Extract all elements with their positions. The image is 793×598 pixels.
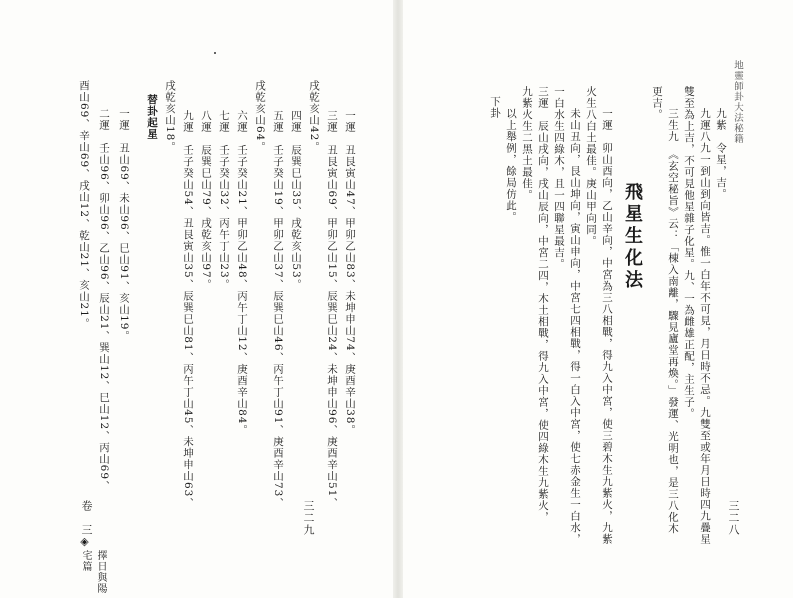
text-column: 雙至為上吉，不可見他星雜子化星。九、一為雌雄正配，主生子。 <box>683 86 695 420</box>
text-column: 未山丑向，艮山坤向，寅山申向，中宮七四相戰，得一白入中宮，使七赤金生一白水， <box>569 108 581 545</box>
text-column: 八運 辰巽巳山79、戌乾亥山97。 <box>200 110 212 291</box>
diamond-icon: ◈ <box>78 535 91 549</box>
text-column: 九紫 令星，吉。 <box>715 108 727 200</box>
text-column: 戌乾亥山42。 <box>308 80 320 153</box>
text-column: 九運 壬子癸山54、丑艮寅山35、辰巽巳山81、丙午丁山45、未坤申山63、 <box>182 110 194 509</box>
text-column: 三運 丑艮寅山69、甲卯乙山15、辰巽巳山24、未坤申山96、庚酉辛山51、 <box>326 110 338 509</box>
text-column: 一運 丑山69、未山96、巳山91、亥山19。 <box>118 108 130 342</box>
text-column: 七運 壬子癸山32、丙午丁山23。 <box>218 110 230 291</box>
text-column: 酉山69、辛山69、戌山12、乾山21、亥山21。 <box>78 80 90 330</box>
text-column: 六運 壬子癸山21、甲卯乙山48、丙午丁山12、庚酉辛山84。 <box>236 110 248 436</box>
text-column: 三運 辰山戌向，戌山辰向，中宮二四，木土相戰，得九入中宮，使四綠木生九紫火， <box>537 86 549 523</box>
text-column: 一運 卯山酉向，乙山辛向，中宮為三八相戰，得九入中宮，使三碧木生九紫火，九紫 <box>601 108 613 545</box>
section-title: 飛星生化法 <box>622 182 643 292</box>
scan-speck <box>214 52 216 54</box>
page-number: 三二八 <box>727 500 740 536</box>
footer-volume: 卷 三 <box>80 500 93 536</box>
text-column: 四運 辰巽巳山35、戌乾亥山53。 <box>290 110 302 291</box>
subsection-title: 替卦起星 <box>146 94 158 140</box>
text-column: 戌乾亥山18。 <box>164 80 176 153</box>
book-gutter <box>393 0 403 598</box>
text-column: 一白水生四綠木，且一四聯星最吉。 <box>553 86 565 270</box>
text-column: 五運 壬子癸山19、甲卯乙山37、辰巽巳山46、丙午丁山91、庚酉辛山73、 <box>272 110 284 509</box>
text-column: 九紫火生二黑土最佳。 <box>521 86 533 201</box>
text-column: 下卦 <box>489 96 501 119</box>
text-column: 更吉。 <box>651 86 663 121</box>
text-column: 二運 壬山96、卯山96、乙山96、辰山21、巽山12、巳山12、丙山69、 <box>98 108 110 492</box>
text-column: 以上舉例，餘局仿此。 <box>505 108 517 223</box>
text-column: 三生九 《玄空秘旨》云：「棟入南離，驟見廬堂再煥。」發運、光明也，是三八化木 <box>667 108 679 535</box>
text-column: 火生八白土最佳。庚山甲向同。 <box>585 86 597 247</box>
header-column: 地靈師卦大法秘籍 <box>732 60 743 144</box>
text-column: 戌乾亥山64。 <box>254 80 266 153</box>
text-column: 一運 丑艮寅山47、甲卯乙山83、未坤申山74、庚酉辛山38。 <box>344 110 356 436</box>
text-column: 九運八九一到山到向皆吉。惟一白年不可見，月日時不忌。九雙至或年月日時四九疊星 <box>699 108 711 545</box>
page-number: 三二九 <box>302 500 315 536</box>
footer-book-title: 擇日與陽宅篇 <box>80 550 106 594</box>
